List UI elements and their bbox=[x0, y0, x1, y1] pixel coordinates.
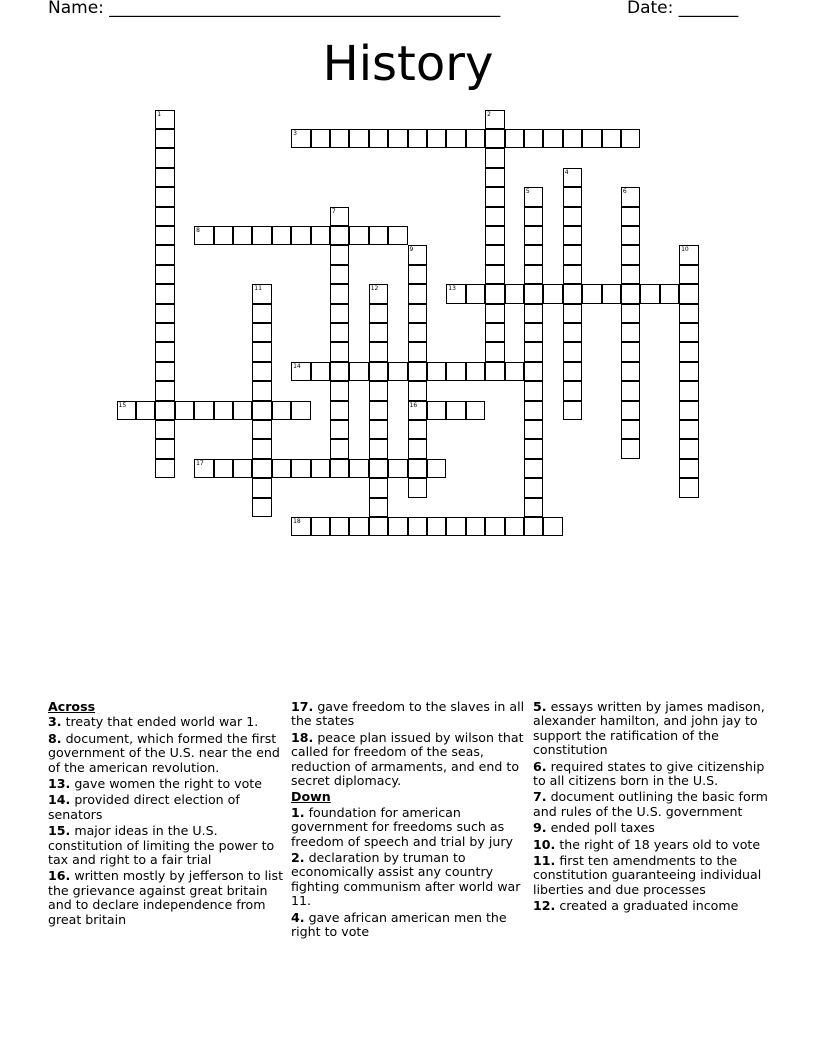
grid-cell[interactable] bbox=[524, 284, 544, 304]
grid-cell[interactable] bbox=[252, 459, 272, 479]
grid-cell[interactable] bbox=[621, 381, 641, 401]
grid-cell[interactable] bbox=[388, 517, 408, 537]
clue-text: document, which formed the first government of the U.S. near the end of the american revolution. bbox=[48, 730, 280, 775]
grid-cell[interactable] bbox=[330, 323, 350, 343]
grid-cell[interactable] bbox=[175, 401, 195, 421]
grid-cell[interactable] bbox=[272, 226, 292, 246]
grid-cell[interactable] bbox=[679, 304, 699, 324]
grid-cell[interactable] bbox=[291, 362, 311, 382]
grid-cell[interactable] bbox=[582, 284, 602, 304]
clue-down bbox=[291, 911, 527, 940]
clue-number-label: 8. bbox=[48, 730, 62, 746]
grid-cell[interactable] bbox=[252, 342, 272, 362]
grid-cell[interactable] bbox=[272, 401, 292, 421]
grid-cell[interactable] bbox=[543, 517, 563, 537]
clue-number: 7 bbox=[331, 207, 336, 215]
grid-cell[interactable] bbox=[408, 401, 428, 421]
grid-cell[interactable] bbox=[485, 323, 505, 343]
grid-cell[interactable] bbox=[311, 226, 331, 246]
clue-down bbox=[533, 899, 769, 913]
grid-cell[interactable] bbox=[505, 362, 525, 382]
grid-cell[interactable] bbox=[524, 342, 544, 362]
clue-number: 10 bbox=[681, 246, 689, 254]
grid-cell[interactable] bbox=[505, 284, 525, 304]
grid-cell[interactable] bbox=[233, 226, 253, 246]
grid-cell[interactable] bbox=[621, 187, 641, 207]
grid-cell[interactable] bbox=[369, 478, 389, 498]
clue-text: first ten amendments to the constitution guaranteeing individual liberties and due processes bbox=[533, 853, 762, 897]
grid-cell[interactable] bbox=[117, 401, 137, 421]
grid-cell[interactable] bbox=[233, 401, 253, 421]
grid-cell[interactable] bbox=[291, 129, 311, 149]
grid-cell[interactable] bbox=[330, 304, 350, 324]
clue-number-label: 13. bbox=[48, 776, 71, 792]
grid-cell[interactable] bbox=[524, 207, 544, 227]
grid-cell[interactable] bbox=[640, 284, 660, 304]
clue-number-label: 5. bbox=[533, 699, 547, 714]
clue-text: ended poll taxes bbox=[546, 820, 655, 836]
clue-number-label: 7. bbox=[533, 789, 547, 805]
grid-cell[interactable] bbox=[252, 401, 272, 421]
clue-down bbox=[533, 790, 769, 819]
grid-cell[interactable] bbox=[369, 362, 389, 382]
grid-cell[interactable] bbox=[563, 362, 583, 382]
clue-number-label: 18. bbox=[291, 729, 314, 745]
grid-cell[interactable] bbox=[330, 342, 350, 362]
grid-cell[interactable] bbox=[155, 284, 175, 304]
clue-text: gave freedom to the slaves in all the states bbox=[291, 699, 525, 729]
grid-cell[interactable] bbox=[621, 342, 641, 362]
grid-cell[interactable] bbox=[408, 245, 428, 265]
grid-cell[interactable] bbox=[194, 459, 214, 479]
grid-cell[interactable] bbox=[427, 401, 447, 421]
clue-number-label: 10. bbox=[533, 836, 556, 852]
grid-cell[interactable] bbox=[291, 401, 311, 421]
clue-number: 3 bbox=[293, 129, 297, 137]
clue-number: 5 bbox=[525, 188, 530, 196]
grid-cell[interactable] bbox=[155, 207, 175, 227]
grid-cell[interactable] bbox=[214, 226, 234, 246]
grid-cell[interactable] bbox=[408, 323, 428, 343]
clue-text: provided direct election of senators bbox=[48, 792, 240, 822]
clue-down bbox=[533, 838, 769, 852]
clue-number: 1 bbox=[157, 110, 162, 118]
grid-cell[interactable] bbox=[621, 284, 641, 304]
clue-number-label: 9. bbox=[533, 820, 547, 836]
grid-cell[interactable] bbox=[621, 226, 641, 246]
grid-cell[interactable] bbox=[524, 439, 544, 459]
grid-cell[interactable] bbox=[524, 498, 544, 518]
clue-down bbox=[533, 760, 769, 789]
grid-cell[interactable] bbox=[621, 420, 641, 440]
grid-cell[interactable] bbox=[563, 284, 583, 304]
grid-cell[interactable] bbox=[252, 420, 272, 440]
clue-text: required states to give citizenship to all citizens born in the U.S. bbox=[533, 758, 765, 789]
grid-cell[interactable] bbox=[679, 401, 699, 421]
grid-cell[interactable] bbox=[155, 245, 175, 265]
grid-cell[interactable] bbox=[621, 362, 641, 382]
grid-cell[interactable] bbox=[214, 401, 234, 421]
grid-cell[interactable] bbox=[485, 129, 505, 149]
clue-down bbox=[291, 851, 527, 909]
grid-cell[interactable] bbox=[194, 401, 214, 421]
grid-cell[interactable] bbox=[427, 517, 447, 537]
grid-cell[interactable] bbox=[330, 362, 350, 382]
grid-cell[interactable] bbox=[369, 129, 389, 149]
grid-cell[interactable] bbox=[291, 517, 311, 537]
clue-across bbox=[48, 824, 284, 867]
section-heading: Across bbox=[48, 699, 96, 714]
clue-number-label: 16. bbox=[48, 868, 71, 884]
grid-cell[interactable] bbox=[252, 304, 272, 324]
grid-cell[interactable] bbox=[621, 323, 641, 343]
grid-cell[interactable] bbox=[330, 207, 350, 227]
grid-cell[interactable] bbox=[679, 478, 699, 498]
clue-column-2 bbox=[291, 700, 527, 942]
grid-cell[interactable] bbox=[427, 129, 447, 149]
grid-cell[interactable] bbox=[679, 342, 699, 362]
grid-cell[interactable] bbox=[524, 517, 544, 537]
grid-cell[interactable] bbox=[524, 323, 544, 343]
grid-cell[interactable] bbox=[466, 284, 486, 304]
grid-cell[interactable] bbox=[621, 401, 641, 421]
grid-cell[interactable] bbox=[485, 362, 505, 382]
grid-cell[interactable] bbox=[252, 439, 272, 459]
grid-cell[interactable] bbox=[388, 129, 408, 149]
clue-number: 12 bbox=[370, 285, 379, 293]
grid-cell[interactable] bbox=[388, 362, 408, 382]
grid-cell[interactable] bbox=[524, 381, 544, 401]
grid-cell[interactable] bbox=[291, 226, 311, 246]
clue-text: essays written by james madison, alexander hamilton, and john jay to support the ratification of the constitution bbox=[533, 699, 765, 758]
grid-cell[interactable] bbox=[485, 226, 505, 246]
grid-cell[interactable] bbox=[311, 362, 331, 382]
grid-cell[interactable] bbox=[679, 459, 699, 479]
grid-cell[interactable] bbox=[524, 129, 544, 149]
grid-cell[interactable] bbox=[155, 420, 175, 440]
grid-cell[interactable] bbox=[155, 304, 175, 324]
grid-cell[interactable] bbox=[330, 284, 350, 304]
grid-cell[interactable] bbox=[349, 362, 369, 382]
grid-cell[interactable] bbox=[485, 284, 505, 304]
grid-cell[interactable] bbox=[408, 304, 428, 324]
clue-text: the right of 18 years old to vote bbox=[555, 836, 761, 852]
clue-text: document outlining the basic form and rules of the U.S. government bbox=[533, 789, 768, 819]
grid-cell[interactable] bbox=[369, 304, 389, 324]
grid-cell[interactable] bbox=[408, 265, 428, 285]
grid-cell[interactable] bbox=[369, 401, 389, 421]
grid-cell[interactable] bbox=[330, 381, 350, 401]
grid-cell[interactable] bbox=[524, 245, 544, 265]
clue-number-label: 11. bbox=[533, 853, 556, 869]
clue-text: written mostly by jefferson to list the grievance against great britain and to declare independence from great britain bbox=[48, 868, 284, 927]
grid-cell[interactable] bbox=[155, 401, 175, 421]
grid-cell[interactable] bbox=[524, 362, 544, 382]
grid-cell[interactable] bbox=[369, 498, 389, 518]
grid-cell[interactable] bbox=[621, 265, 641, 285]
grid-cell[interactable] bbox=[369, 284, 389, 304]
grid-cell[interactable] bbox=[485, 517, 505, 537]
clue-text: peace plan issued by wilson that called for freedom of the seas, reduction of armaments, and end to secret diplomacy. bbox=[291, 729, 524, 789]
name-field[interactable]: Name: ______________________________________________ bbox=[48, 0, 501, 18]
grid-cell[interactable] bbox=[427, 459, 447, 479]
grid-cell[interactable] bbox=[408, 420, 428, 440]
clue-number: 8 bbox=[196, 226, 200, 234]
grid-cell[interactable] bbox=[563, 401, 583, 421]
clue-number-label: 2. bbox=[291, 850, 305, 866]
grid-cell[interactable] bbox=[621, 129, 641, 149]
grid-cell[interactable] bbox=[446, 517, 466, 537]
grid-cell[interactable] bbox=[408, 517, 428, 537]
clue-across bbox=[48, 777, 284, 791]
grid-cell[interactable] bbox=[330, 439, 350, 459]
grid-cell[interactable] bbox=[136, 401, 156, 421]
clue-number: 15 bbox=[118, 401, 127, 409]
grid-cell[interactable] bbox=[505, 129, 525, 149]
grid-cell[interactable] bbox=[330, 265, 350, 285]
grid-cell[interactable] bbox=[252, 284, 272, 304]
grid-cell[interactable] bbox=[505, 517, 525, 537]
grid-cell[interactable] bbox=[330, 517, 350, 537]
grid-cell[interactable] bbox=[563, 129, 583, 149]
clue-text: treaty that ended world war 1. bbox=[61, 714, 259, 730]
grid-cell[interactable] bbox=[311, 459, 331, 479]
grid-cell[interactable] bbox=[349, 226, 369, 246]
grid-cell[interactable] bbox=[155, 168, 175, 188]
grid-cell[interactable] bbox=[679, 439, 699, 459]
grid-cell[interactable] bbox=[311, 517, 331, 537]
grid-cell[interactable] bbox=[155, 187, 175, 207]
grid-cell[interactable] bbox=[349, 459, 369, 479]
page-title: History bbox=[322, 36, 494, 92]
grid-cell[interactable] bbox=[563, 323, 583, 343]
grid-cell[interactable] bbox=[563, 245, 583, 265]
grid-cell[interactable] bbox=[524, 459, 544, 479]
grid-cell[interactable] bbox=[369, 420, 389, 440]
clue-number-label: 1. bbox=[291, 804, 305, 820]
grid-cell[interactable] bbox=[543, 284, 563, 304]
grid-cell[interactable] bbox=[369, 381, 389, 401]
clue-number: 14 bbox=[293, 362, 301, 370]
grid-cell[interactable] bbox=[485, 168, 505, 188]
grid-cell[interactable] bbox=[524, 478, 544, 498]
grid-cell[interactable] bbox=[408, 284, 428, 304]
grid-cell[interactable] bbox=[563, 342, 583, 362]
grid-cell[interactable] bbox=[155, 362, 175, 382]
clue-number-label: 6. bbox=[533, 758, 547, 774]
clue-number-label: 15. bbox=[48, 823, 71, 839]
grid-cell[interactable] bbox=[408, 478, 428, 498]
grid-cell[interactable] bbox=[621, 439, 641, 459]
grid-cell[interactable] bbox=[369, 459, 389, 479]
grid-cell[interactable] bbox=[446, 362, 466, 382]
grid-cell[interactable] bbox=[446, 284, 466, 304]
clue-number-label: 12. bbox=[533, 898, 556, 914]
grid-cell[interactable] bbox=[369, 323, 389, 343]
grid-cell[interactable] bbox=[272, 459, 292, 479]
grid-cell[interactable] bbox=[485, 187, 505, 207]
grid-cell[interactable] bbox=[524, 226, 544, 246]
grid-cell[interactable] bbox=[582, 129, 602, 149]
grid-cell[interactable] bbox=[214, 459, 234, 479]
grid-cell[interactable] bbox=[485, 342, 505, 362]
grid-cell[interactable] bbox=[155, 381, 175, 401]
grid-cell[interactable] bbox=[485, 207, 505, 227]
grid-cell[interactable] bbox=[466, 129, 486, 149]
clue-number: 2 bbox=[487, 110, 491, 118]
grid-cell[interactable] bbox=[679, 362, 699, 382]
grid-cell[interactable] bbox=[291, 459, 311, 479]
clue-column-3 bbox=[533, 700, 769, 916]
grid-cell[interactable] bbox=[388, 459, 408, 479]
clue-across bbox=[48, 732, 284, 775]
clue-down bbox=[533, 821, 769, 835]
grid-cell[interactable] bbox=[408, 362, 428, 382]
grid-cell[interactable] bbox=[524, 265, 544, 285]
grid-cell[interactable] bbox=[543, 129, 563, 149]
grid-cell[interactable] bbox=[408, 381, 428, 401]
grid-cell[interactable] bbox=[330, 226, 350, 246]
grid-cell[interactable] bbox=[563, 381, 583, 401]
grid-cell[interactable] bbox=[330, 129, 350, 149]
grid-cell[interactable] bbox=[155, 342, 175, 362]
grid-cell[interactable] bbox=[155, 129, 175, 149]
grid-cell[interactable] bbox=[252, 498, 272, 518]
clue-down bbox=[533, 854, 769, 897]
clue-across bbox=[291, 731, 527, 789]
clue-down bbox=[291, 806, 527, 849]
grid-cell[interactable] bbox=[602, 284, 622, 304]
grid-cell[interactable] bbox=[155, 439, 175, 459]
grid-cell[interactable] bbox=[155, 265, 175, 285]
grid-cell[interactable] bbox=[388, 226, 408, 246]
grid-cell[interactable] bbox=[679, 265, 699, 285]
grid-cell[interactable] bbox=[311, 129, 331, 149]
grid-cell[interactable] bbox=[485, 245, 505, 265]
grid-cell[interactable] bbox=[679, 381, 699, 401]
grid-cell[interactable] bbox=[408, 342, 428, 362]
grid-cell[interactable] bbox=[602, 129, 622, 149]
grid-cell[interactable] bbox=[466, 517, 486, 537]
grid-cell[interactable] bbox=[155, 323, 175, 343]
clue-number: 17 bbox=[196, 459, 204, 467]
clue-across bbox=[48, 869, 284, 927]
grid-cell[interactable] bbox=[524, 420, 544, 440]
grid-cell[interactable] bbox=[369, 517, 389, 537]
clue-number-label: 3. bbox=[48, 714, 62, 730]
grid-cell[interactable] bbox=[621, 304, 641, 324]
grid-cell[interactable] bbox=[563, 226, 583, 246]
grid-cell[interactable] bbox=[194, 226, 214, 246]
grid-cell[interactable] bbox=[155, 110, 175, 130]
grid-cell[interactable] bbox=[466, 401, 486, 421]
clue-number: 13 bbox=[448, 285, 456, 293]
grid-cell[interactable] bbox=[252, 226, 272, 246]
clue-text: gave women the right to vote bbox=[70, 776, 262, 792]
grid-cell[interactable] bbox=[369, 439, 389, 459]
grid-cell[interactable] bbox=[446, 401, 466, 421]
clue-across bbox=[48, 793, 284, 822]
grid-cell[interactable] bbox=[408, 129, 428, 149]
clue-number-label: 4. bbox=[291, 909, 305, 925]
clue-number: 16 bbox=[409, 401, 418, 409]
grid-cell[interactable] bbox=[427, 362, 447, 382]
section-heading: Down bbox=[291, 789, 331, 805]
clue-across bbox=[291, 700, 527, 729]
grid-cell[interactable] bbox=[524, 401, 544, 421]
grid-cell[interactable] bbox=[563, 304, 583, 324]
grid-cell[interactable] bbox=[563, 207, 583, 227]
grid-cell[interactable] bbox=[369, 226, 389, 246]
grid-cell[interactable] bbox=[252, 323, 272, 343]
grid-cell[interactable] bbox=[408, 459, 428, 479]
grid-cell[interactable] bbox=[485, 148, 505, 168]
clue-column-1 bbox=[48, 700, 284, 929]
grid-cell[interactable] bbox=[369, 342, 389, 362]
grid-cell[interactable] bbox=[330, 459, 350, 479]
grid-cell[interactable] bbox=[466, 362, 486, 382]
clue-text: declaration by truman to economically assist any country fighting communism after world war 11. bbox=[291, 850, 521, 909]
grid-cell[interactable] bbox=[524, 304, 544, 324]
grid-cell[interactable] bbox=[660, 284, 680, 304]
grid-cell[interactable] bbox=[155, 148, 175, 168]
grid-cell[interactable] bbox=[155, 459, 175, 479]
clue-number: 6 bbox=[622, 188, 627, 196]
grid-cell[interactable] bbox=[252, 362, 272, 382]
grid-cell[interactable] bbox=[330, 245, 350, 265]
grid-cell[interactable] bbox=[233, 459, 253, 479]
grid-cell[interactable] bbox=[679, 284, 699, 304]
clue-across bbox=[48, 715, 284, 729]
grid-cell[interactable] bbox=[252, 478, 272, 498]
grid-cell[interactable] bbox=[330, 420, 350, 440]
clue-number-label: 17. bbox=[291, 699, 314, 714]
clue-text: gave african american men the right to vote bbox=[291, 909, 507, 940]
clue-down bbox=[533, 700, 769, 758]
clue-text: created a graduated income bbox=[555, 898, 739, 914]
grid-cell[interactable] bbox=[349, 129, 369, 149]
date-field[interactable]: Date: _______ bbox=[627, 0, 739, 18]
clue-number: 11 bbox=[254, 285, 262, 293]
grid-cell[interactable] bbox=[679, 245, 699, 265]
grid-cell[interactable] bbox=[485, 304, 505, 324]
clue-text: foundation for american government for freedoms such as freedom of speech and trial by jury bbox=[291, 804, 513, 849]
grid-cell[interactable] bbox=[524, 187, 544, 207]
grid-cell[interactable] bbox=[621, 207, 641, 227]
grid-cell[interactable] bbox=[446, 129, 466, 149]
grid-cell[interactable] bbox=[155, 226, 175, 246]
clue-number-label: 14. bbox=[48, 792, 71, 808]
clue-number: 4 bbox=[564, 168, 569, 176]
grid-cell[interactable] bbox=[679, 420, 699, 440]
grid-cell[interactable] bbox=[679, 323, 699, 343]
grid-cell[interactable] bbox=[408, 439, 428, 459]
grid-cell[interactable] bbox=[485, 110, 505, 130]
grid-cell[interactable] bbox=[330, 401, 350, 421]
clue-number: 9 bbox=[409, 246, 414, 254]
grid-cell[interactable] bbox=[252, 381, 272, 401]
grid-cell[interactable] bbox=[485, 265, 505, 285]
grid-cell[interactable] bbox=[563, 265, 583, 285]
grid-cell[interactable] bbox=[621, 245, 641, 265]
grid-cell[interactable] bbox=[563, 187, 583, 207]
grid-cell[interactable] bbox=[563, 168, 583, 188]
grid-cell[interactable] bbox=[349, 517, 369, 537]
clue-text: major ideas in the U.S. constitution of limiting the power to tax and right to a fair trial bbox=[48, 823, 275, 868]
clue-number: 18 bbox=[293, 517, 301, 525]
